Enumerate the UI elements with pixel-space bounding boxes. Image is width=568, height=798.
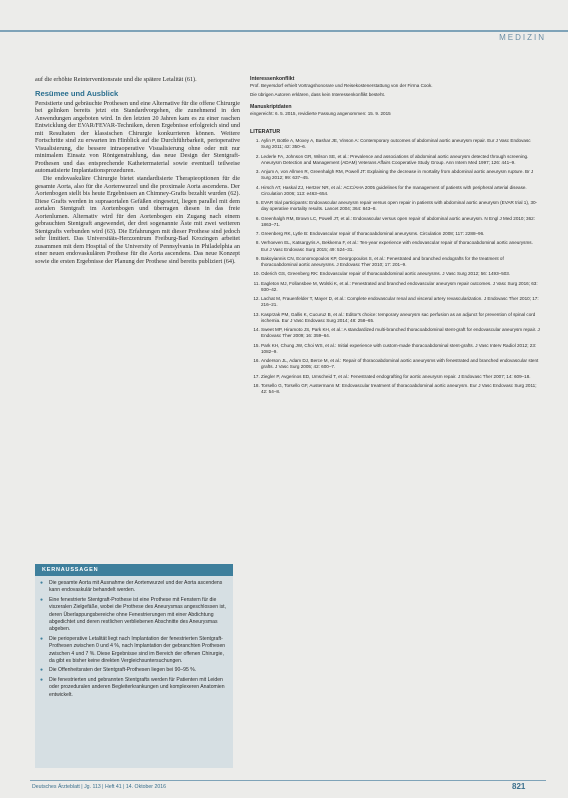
reference-item: 16. Anderson JL, Adam DJ, Berce M, et al.: Repair of thoracoabdominal aortic aneurysms with fenestrated and branched endovascular stent grafts. J Vasc Surg 2005; 42: 600–7. bbox=[261, 358, 540, 371]
key-message-item: ● Die Offenheitsraten der Stentgraft-Prothesen liegen bei 90–95 %. bbox=[49, 667, 227, 674]
conflict-text: Prof. Beyersdorf erhielt Vortragshonorare und Reisekostenerstattung von der Firma Cook. bbox=[250, 83, 433, 88]
body-paragraph-1: Persistierte und gebräuchte Prothesen und eine Alternative für die offene Chirurgie bei gelinken bereits jetzt ein Standardvorgehen, die zunehmend in den Anwendungen angeboten wird. In den letzten 20 Jahren kam es zu einer raschen Entwicklung der EVAR/FEVAR-Techniken, deren Ergebnisse erfolgreich sind und mit Resultaten der klassischen Chirurgie konkurrieren können. Weitere Fortschritte sind zu erwarten im Hinblick auf die Durchführbarkeit, perioperative Visualisierung, die bessere intraoperative Visualisierung ohne oder mit nur minimalem Einsatz von Röntgenstrahlung, das neue Design der Stentgraft-Prothesen und das entsprechende Kathetermaterial sowie eventuell teilweise automatisierte Implantationsprozeduren. bbox=[35, 99, 240, 175]
reference-item: 10. Oderich GS, Greenberg RK: Endovascular repair of thoracoabdominal aortic aneurysms. J Vasc Surg 2012; 56: 1493–503. bbox=[261, 271, 540, 277]
journal-citation: Deutsches Ärzteblatt | Jg. 113 | Heft 41 | 14. Oktober 2016 bbox=[32, 784, 166, 790]
body-paragraph-2: Die endovaskuläre Chirurgie bietet standardisierte Therapieoptionen für die gesamte Aorta, also für die Aortenwurzel und die proximale Aorta ascendens. Der Aortenbogen stellt bis heute Ergebnissen an Chimney-Grafts bezahlt wurden (62). Diese Grafts werden in supraaortalen Gefäßen eingesetzt, liegen parallel mit dem aortalen Stentgraft im Aortenbogen und überragen diesen in das freie Aortenlumen. Alternativ wird für den Aortenbogen ein Zugang nach einem gebrauchten Stentgraft angewendet, der drei sogenannte Äste mit zwei weiteren Stentgrafts verbunden wird (63). Die Erfahrungen mit dieser Prothese sind jedoch sehr limitiert. Das Universitäts-Herzzentrum Freiburg-Bad Krozingen arbeitet zusammen mit dem Hospital of the University of Pennsylvania in Philadelphia an einer neuen endovaskulären Prothese für die Aorta ascendens. Das neue Konzept sowie die ersten Ergebnisse der Planung der Prothese sind bereits publiziert (64). bbox=[35, 175, 240, 266]
key-message-item: ● Die perioperative Letalität liegt nach Implantation der fenestrierten Stentgraft-Prothesen zwischen 0 und 4 %, nach Implantation der gebranchten Prothesen zwischen 4 und 7 %. Diese Ergebnisse sind im Bereich der offenen Chirurgie, da gibt es bisher keine direkten Vergleichsuntersuchungen. bbox=[49, 636, 227, 666]
footer-rule bbox=[30, 780, 546, 781]
key-message-item: ● Eine fenestrierte Stentgraft-Prothese ist eine Prothese mit Fenstern für die viszeralen Zielgefäße, wobei die Prothese des Aneurysmas angeschlossen ist, deren Überlappungsbereiche ohne Fenestrierungen mit einer Abdichtung abgedichtet und deren restlichen verbliebenen Abschnitte des Aneurysmas abgeben. bbox=[49, 597, 227, 634]
reference-item: 18. Torsello G, Torsello GF, Austermann M: Endovascular treatment of thoracoabdominal aortic aneurysm. Eur J Vasc Endovasc Surg 2011; 42: 54–8. bbox=[261, 383, 540, 396]
reference-item: 5. EVAR trial participants: Endovascular aneurysm repair versus open repair in patients with abdominal aortic aneurysm (EVAR trial 1), 30-day operative mortality results. Lancet 2004; 364: 843–8. bbox=[261, 200, 540, 213]
reference-item: 4. Hirsch AT, Haskal ZJ, Hertzer NR, et al.: ACC/AHA 2005 guidelines for the management of patients with peripheral arterial disease. Circulation 2006; 113: e463–654. bbox=[261, 185, 540, 198]
reference-item: 12. Lachat M, Frauenfelder T, Mayer D, et al.: Complete endovascular renal and visceral artery revascularization. J Endovasc Ther 2010; 17: 216–21. bbox=[261, 296, 540, 309]
literature-title: LITERATUR bbox=[250, 129, 281, 135]
key-message-item: ● Die gesamte Aorta mit Ausnahme der Aortenwurzel und der Aorta ascendens kann endovaskulär behandelt werden. bbox=[49, 580, 227, 595]
conflict-text-2: Die übrigen Autoren erklären, dass kein Interessenkonflikt besteht. bbox=[250, 92, 386, 97]
conflict-heading: Interessenkonflikt bbox=[250, 76, 295, 82]
right-column bbox=[250, 76, 540, 398]
key-message-item: ● Die fenestrierten und gebrannten Stentgrafts werden für Patienten mit Leiden oder prozeduralen anderen Begleiterkrankungen und komplexeren Anatomien entwickelt. bbox=[49, 677, 227, 699]
manuscript-text: eingereicht: 6. 5. 2015, revidierte Fassung angenommen: 15. 9. 2015 bbox=[250, 111, 391, 116]
reference-item: 8. Verhoeven EL, Katsargyris A, Bekkema F, et al.: Ten-year experience with endovascular repair of thoracoabdominal aortic aneurysms. Eur J Vasc Endovasc Surg 2015; 49: 524–31. bbox=[261, 240, 540, 253]
reference-list bbox=[250, 138, 540, 395]
reference-item: 15. Park KH, Chung JW, Choi WS, et al.: Initial experience with custom-made thoracoabdominal stent-grafts. J Vasc Interv Radiol 2012; 23: 1082–9. bbox=[261, 343, 540, 356]
intro-paragraph: auf die erhöhte Reinterventionsrate und die spätere Letalität (61). bbox=[35, 76, 197, 83]
manuscript-heading: Manuskriptdaten bbox=[250, 104, 292, 110]
section-heading: Resümee und Ausblick bbox=[35, 88, 119, 98]
reference-item: 2. Lederle FA, Johnson GR, Wilson SE, et al.: Prevalence and associations of abdominal aortic aneurysm detected through screening. Aneurysm Detection and Management (ADAM) Veterans Affairs Cooperative Study Group. Ann Intern Med 1997; 126: 441–9. bbox=[261, 154, 540, 167]
reference-item: 7. Greenberg RK, Lytle B: Endovascular repair of thoracoabdominal aneurysms. Circulation 2008; 117: 2288–96. bbox=[261, 231, 540, 237]
key-messages-title: KERNAUSSAGEN bbox=[35, 564, 233, 576]
page-number: 821 bbox=[512, 782, 526, 791]
left-column bbox=[35, 76, 240, 266]
reference-item: 9. Bakoyiannis CN, Economopoulos KP, Georgopoulos S, et al.: Fenestrated and branched endografts for the treatment of thoracoabdominal aortic aneurysms. J Endovasc Ther 2010; 17: 201–9. bbox=[261, 256, 540, 269]
section-label: MEDIZIN bbox=[499, 33, 546, 42]
header-rule bbox=[0, 30, 568, 32]
reference-item: 17. Ziegler P, Avgerinos ED, Umscheid T, et al.: Fenestrated endografting for aortic aneurysm repair. J Endovasc Ther 2007; 14: 609–18. bbox=[261, 374, 540, 380]
reference-item: 1. Aylin P, Bottle A, Moxey A, Bashar JE, Vinson A: Contemporary outcomes of abdominal aortic aneurysm repair. Eur J Vasc Endovasc Surg 2011; 42: 350–6. bbox=[261, 138, 540, 151]
reference-item: 11. Eagleton MJ, Follansbee M, Wolski K, et al.: Fenestrated and branched endovascular aneurysm repair outcomes. J Vasc Surg 2016; 63: 930–42. bbox=[261, 281, 540, 294]
reference-item: 3. Anjum A, von Allmen R, Greenhalgh RM, Powell JT: Explaining the decrease in mortality from abdominal aortic aneurysm rupture. Br J Surg 2012; 99: 637–45. bbox=[261, 169, 540, 182]
key-messages-list bbox=[35, 580, 233, 699]
reference-item: 14. Sweet MP, Hiramoto JS, Park KH, et al.: A standardized multi-branched thoracoabdominal stent-graft for endovascular aneurysm repair. J Endovasc Ther 2009; 16: 359–64. bbox=[261, 327, 540, 340]
reference-item: 6. Greenhalgh RM, Brown LC, Powell JT, et al.: Endovascular versus open repair of abdominal aortic aneurysm. N Engl J Med 2010; 362: 1863–71. bbox=[261, 216, 540, 229]
reference-item: 13. Kasprzak PM, Gallis K, Cucuruz B, et al.: Editor's choice: temporary aneurysm sac perfusion as an adjunct for prevention of spinal cord ischemia. Eur J Vasc Endovasc Surg 2014; 48: 258–65. bbox=[261, 312, 540, 325]
key-messages-box bbox=[35, 564, 233, 768]
